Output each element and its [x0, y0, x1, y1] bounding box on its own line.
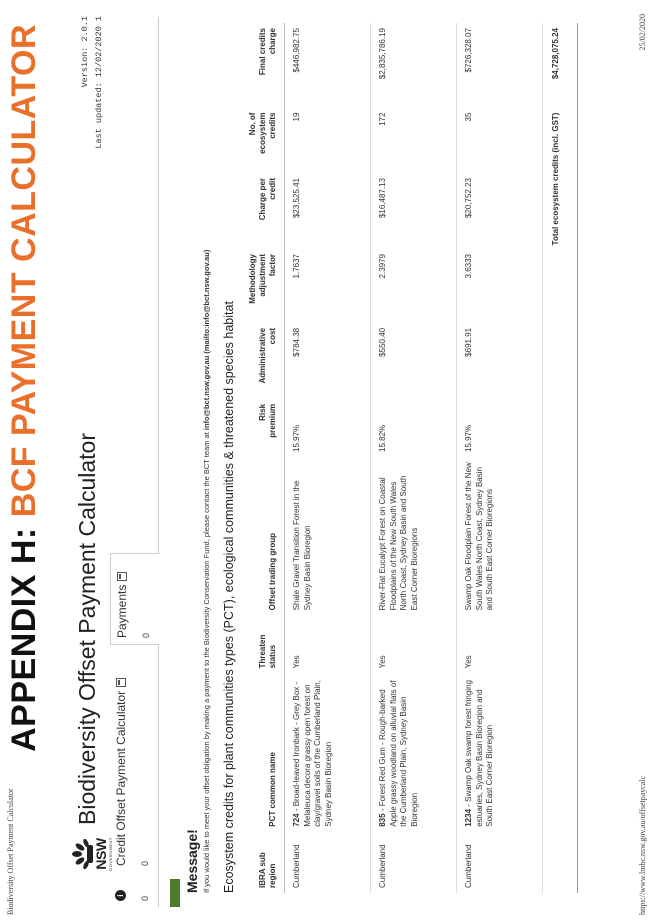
tab-payments[interactable]	[110, 553, 160, 645]
offset-group-cell: Shale Gravel Transition Forest in the Sydney Basin Bioregion	[285, 457, 371, 615]
total-row	[543, 23, 578, 893]
admin-cost-cell: $784.38	[285, 323, 371, 399]
logo-text: NSW	[93, 838, 109, 870]
message-accent-bar	[170, 879, 180, 907]
column-header: Threaten status	[245, 615, 285, 673]
admin-cost-cell: $550.40	[371, 323, 457, 399]
tab-label: Payments	[115, 584, 129, 638]
tab-credit-offset-calculator[interactable]	[110, 651, 158, 872]
final-charge-cell: $726,328.07	[457, 23, 543, 108]
tab-label: Credit Offset Payment Calculator	[114, 690, 128, 866]
calculator-icon	[117, 572, 127, 581]
appendix-title	[5, 0, 44, 923]
logo-subtext: GOVERNMENT	[108, 837, 113, 871]
charge-per-credit-cell: $16,487.13	[371, 173, 457, 249]
message-text	[202, 250, 211, 893]
column-header: No. of ecosystem credits	[245, 108, 285, 173]
print-header: Biodiversity Offset Payment Calculator	[6, 788, 15, 915]
column-header: IBRA sub region	[245, 832, 285, 893]
risk-premium-cell: 15.97%	[285, 399, 371, 457]
appendix-prefix: APPENDIX H:	[5, 517, 43, 752]
tab-count: 0	[140, 860, 150, 866]
risk-premium-cell: 15.82%	[371, 399, 457, 457]
calculator-icon	[116, 678, 126, 687]
tab-count: 0	[140, 895, 150, 901]
pct-name: - Swamp Oak swamp forest fringing estuaries, Sydney Basin Bioregion and South East Corner Bioregion	[464, 680, 494, 827]
ibra-region-cell: Cumberland	[371, 832, 457, 893]
table-row	[371, 23, 457, 893]
column-header: Final credits charge	[245, 23, 285, 108]
info-icon: i	[115, 890, 126, 901]
total-label: Total ecosystem credits (incl. GST)	[543, 108, 578, 893]
threaten-status-cell: Yes	[285, 615, 371, 673]
ibra-region-cell: Cumberland	[285, 832, 371, 893]
offset-group-cell: Swamp Oak Floodplain Forest of the New South Wales North Coast, Sydney Basin and South East Corner Bioregions	[457, 457, 543, 615]
pct-name: - Forest Red Gum - Rough-barked Apple grassy woodland on alluvial flats of the Cumberland Plain, Sydney Basin Bioregion	[378, 680, 419, 827]
total-value: $4,728,075.24	[543, 23, 578, 108]
pct-name-cell	[457, 673, 543, 831]
pct-code: 1234	[464, 808, 473, 827]
message-title: Message!	[184, 829, 200, 893]
tab-bar	[110, 17, 159, 907]
adjustment-factor-cell: 1.7637	[285, 249, 371, 323]
column-header: PCT common name	[245, 673, 285, 831]
appendix-main: BCF PAYMENT CALCULATOR	[5, 24, 43, 518]
pct-name: - Broad-leaved Ironbark - Grey Box - Melaleuca decora grassy open forest on clay/gravel soils of the Cumberland Plain, Sydney Basin Bioregion	[292, 680, 333, 827]
pct-name-cell	[285, 673, 371, 831]
threaten-status-cell: Yes	[457, 615, 543, 673]
message-box	[170, 17, 210, 907]
table-row	[285, 23, 371, 893]
waratah-icon	[72, 839, 94, 869]
pct-code: 724	[292, 813, 301, 827]
page-title: Biodiversity Offset Payment Calculator	[74, 432, 100, 825]
threaten-status-cell: Yes	[371, 615, 457, 673]
pct-code: 835	[378, 813, 387, 827]
version-info	[78, 16, 106, 149]
table-header-row	[245, 23, 285, 893]
table-row	[457, 23, 543, 893]
column-header: Risk premium	[245, 399, 285, 457]
contact-email-link[interactable]: info@bct.nsw.gov.au (mailto:info@bct.nsw.gov.au)	[202, 249, 211, 431]
final-charge-cell: $2,835,786.19	[371, 23, 457, 108]
last-updated-label: Last updated: 12/02/2020 1	[94, 16, 104, 149]
column-header: Administrative cost	[245, 323, 285, 399]
print-footer-url: https://www.lmbc.nsw.gov.au/offsetpaycalc	[638, 775, 647, 915]
tab-count: 0	[141, 632, 151, 638]
nsw-government-logo[interactable]	[72, 829, 113, 879]
column-header: Charge per credit	[245, 173, 285, 249]
column-header: Methodology adjustment factor	[245, 249, 285, 323]
charge-per-credit-cell: $20,752.23	[457, 173, 543, 249]
charge-per-credit-cell: $23,525.41	[285, 173, 371, 249]
admin-cost-cell: $691.91	[457, 323, 543, 399]
ibra-region-cell: Cumberland	[457, 832, 543, 893]
credit-count-cell: 172	[371, 108, 457, 173]
tab-info[interactable]	[110, 877, 158, 907]
pct-name-cell	[371, 673, 457, 831]
ecosystem-credits-table	[245, 23, 578, 893]
adjustment-factor-cell: 2.3979	[371, 249, 457, 323]
credit-count-cell: 35	[457, 108, 543, 173]
print-footer-date: 25/02/2020	[638, 14, 647, 51]
risk-premium-cell: 15.97%	[457, 399, 543, 457]
adjustment-factor-cell: 3.6333	[457, 249, 543, 323]
final-charge-cell: $446,982.75	[285, 23, 371, 108]
message-body: If you would like to meet your offset obligation by making a payment to the Biodiversity Conservation Fund, please contact the BCT team at	[202, 430, 211, 893]
column-header: Offset trading group	[245, 457, 285, 615]
credit-count-cell: 19	[285, 108, 371, 173]
section-title: Ecosystem credits for plant communities types (PCT), ecological communities & threatened species habitat	[222, 301, 236, 893]
offset-group-cell: River-Flat Eucalypt Forest on Coastal Floodplains of the New South Wales North Coast, Sydney Basin and South East Corner Bioregions	[371, 457, 457, 615]
version-label: Version: 2.0.1	[80, 16, 90, 88]
